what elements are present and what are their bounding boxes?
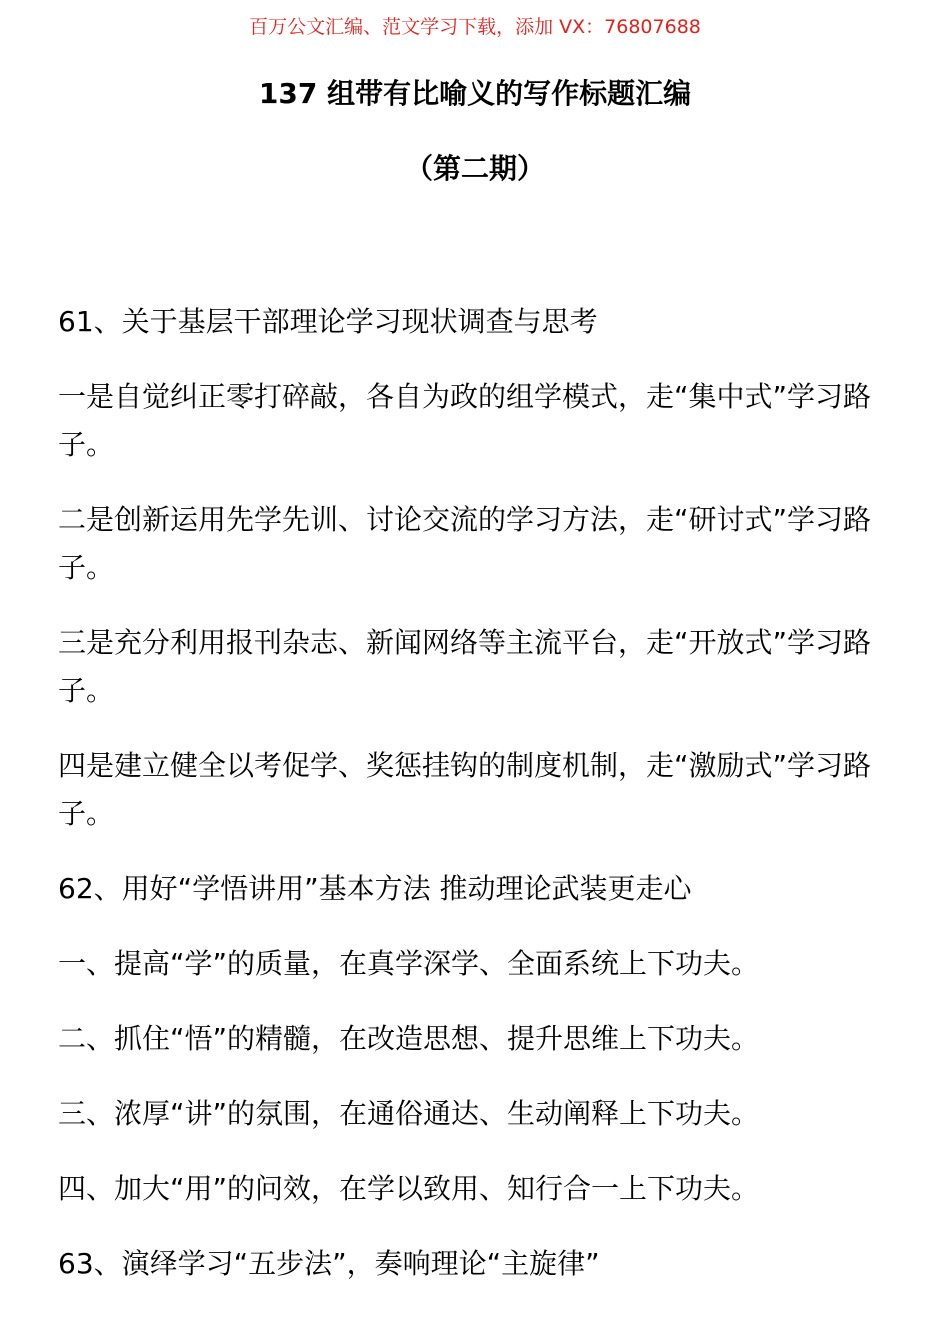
paragraph-61-1: 一是自觉纠正零打碎敲，各自为政的组学模式，走“集中式”学习路子。	[58, 380, 872, 461]
document-title: 137 组带有比喻义的写作标题汇编	[258, 77, 692, 110]
section-heading-63: 63、演绎学习“五步法”，奏响理论“主旋律”	[58, 1247, 600, 1280]
paragraph-61-4: 四是建立健全以考促学、奖惩挂钩的制度机制，走“激励式”学习路子。	[58, 749, 872, 830]
paragraph-62-1: 一、提高“学”的质量，在真学深学、全面系统上下功夫。	[58, 947, 760, 980]
paragraph-61-3: 三是充分利用报刊杂志、新闻网络等主流平台，走“开放式”学习路子。	[58, 626, 872, 707]
section-heading-61: 61、关于基层干部理论学习现状调查与思考	[58, 305, 598, 338]
paragraph-62-4: 四、加大“用”的问效，在学以致用、知行合一上下功夫。	[58, 1172, 760, 1205]
paragraph-62-3: 三、浓厚“讲”的氛围，在通俗通达、生动阐释上下功夫。	[58, 1097, 760, 1130]
header-watermark-note: 百万公文汇编、范文学习下载，添加 VX：76807688	[249, 16, 701, 38]
paragraph-61-2: 二是创新运用先学先训、讨论交流的学习方法，走“研讨式”学习路子。	[58, 503, 872, 584]
section-heading-62: 62、用好“学悟讲用”基本方法 推动理论武装更走心	[58, 872, 692, 905]
paragraph-62-2: 二、抓住“悟”的精髓，在改造思想、提升思维上下功夫。	[58, 1022, 760, 1055]
document-subtitle: （第二期）	[404, 152, 545, 185]
document-body	[58, 298, 898, 1315]
